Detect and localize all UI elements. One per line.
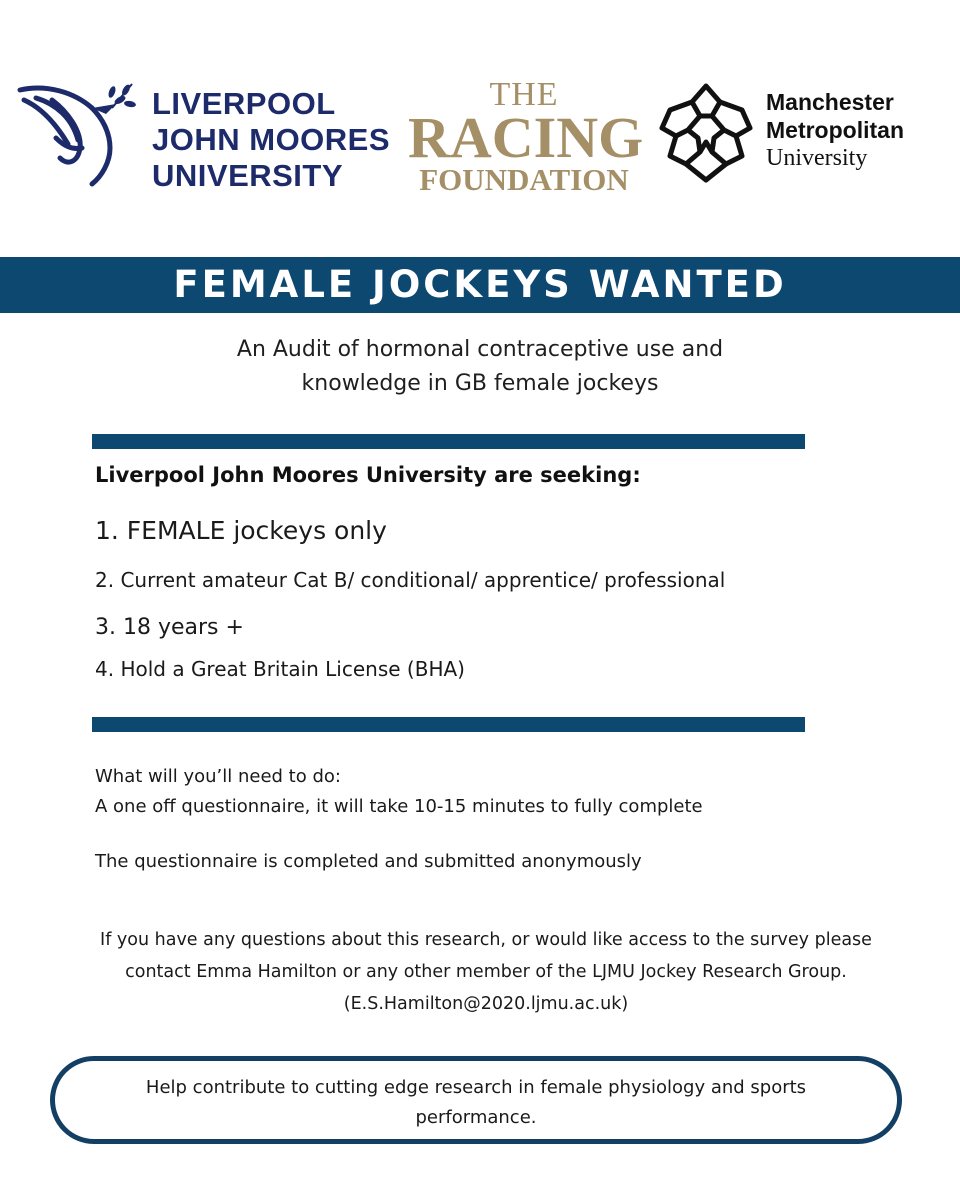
cta-line-1: Help contribute to cutting edge research in female physiology and sports: [145, 1077, 807, 1098]
subtitle-line-1: An Audit of hormonal contraceptive use and: [236, 337, 724, 362]
mmu-line-3: University: [766, 145, 868, 171]
requirement-2: 2. Current amateur Cat B/ conditional/ apprentice/ professional: [95, 568, 726, 592]
divider-bottom: [92, 717, 805, 732]
contact-line-2: contact Emma Hamilton or any other member of the LJMU Jockey Research Group.: [125, 962, 847, 982]
task-question: What will you’ll need to do:: [95, 766, 341, 787]
racing-logo-line-1: THE: [489, 76, 559, 113]
racing-logo-line-3: FOUNDATION: [419, 162, 629, 197]
contact-line-1: If you have any questions about this research, or would like access to the survey please: [100, 930, 872, 950]
subtitle-line-2: knowledge in GB female jockeys: [301, 371, 659, 396]
cta-line-2: performance.: [415, 1107, 537, 1128]
ljmu-line-1: LIVERPOOL: [152, 86, 336, 121]
seeking-heading: Liverpool John Moores University are seeking:: [95, 463, 641, 487]
requirement-4: 4. Hold a Great Britain License (BHA): [95, 657, 465, 681]
call-to-action-box: [50, 1056, 902, 1144]
task-answer: A one off questionnaire, it will take 10-15 minutes to fully complete: [95, 796, 703, 817]
anonymous-note: The questionnaire is completed and submitted anonymously: [95, 851, 642, 872]
ljmu-logo-text: [152, 86, 402, 194]
ljmu-line-2: JOHN MOORES: [152, 122, 391, 157]
mmu-knot-logo-icon: [656, 80, 756, 186]
requirement-1: 1. FEMALE jockeys only: [95, 516, 387, 545]
divider-top: [92, 434, 805, 449]
title-banner: [0, 257, 960, 313]
mmu-line-1: Manchester: [766, 89, 894, 115]
ljmu-line-3: UNIVERSITY: [152, 158, 344, 193]
requirement-3: 3. 18 years +: [95, 615, 244, 640]
mmu-line-2: Metropolitan: [766, 117, 904, 143]
contact-block: [0, 924, 960, 1020]
subtitle: [80, 333, 880, 401]
liver-bird-logo-icon: [16, 78, 140, 190]
page-title: FEMALE JOCKEYS WANTED: [173, 263, 787, 306]
racing-foundation-logo: [408, 76, 644, 197]
mmu-logo-text: [766, 88, 960, 172]
racing-logo-line-2: RACING: [408, 105, 644, 170]
contact-email: (E.S.Hamilton@2020.ljmu.ac.uk): [343, 994, 629, 1014]
